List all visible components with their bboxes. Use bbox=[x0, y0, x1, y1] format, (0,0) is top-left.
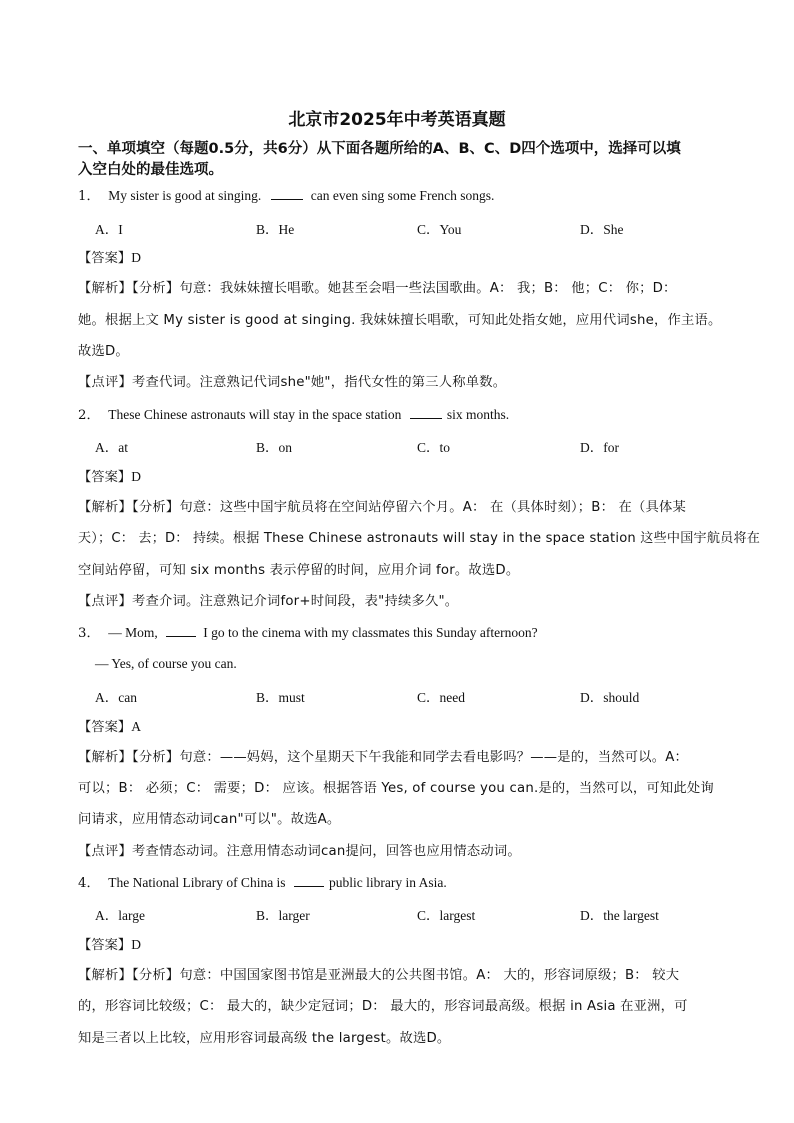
analysis-line-3: 问请求，应用情态动词can"可以"。故选A。 bbox=[78, 812, 341, 827]
analysis-tag: 【解析】【分析】 bbox=[78, 750, 180, 765]
analysis-line-1 bbox=[78, 748, 688, 768]
answer-tag: 【答案】 bbox=[78, 720, 132, 735]
option-c: C．need bbox=[417, 690, 465, 705]
option-a: A．large bbox=[95, 908, 145, 923]
question-stem-part-2: can even sing some French songs. bbox=[310, 188, 495, 203]
question-stem-part-2: I go to the cinema with my classmates this Sunday afternoon? bbox=[203, 625, 538, 640]
answer-line bbox=[78, 248, 141, 269]
answer-tag: 【答案】 bbox=[78, 470, 132, 485]
analysis-line-2: 她。根据上文 My sister is good at singing. 我妹妹擅长唱歌，可知此处指女她，应用代词she，作主语。 bbox=[78, 313, 722, 328]
analysis-tag: 【解析】【分析】 bbox=[78, 500, 180, 515]
comment-text: 考查代词。注意熟记代词she"她"，指代女性的第三人称单数。 bbox=[132, 375, 507, 390]
option-d: D．She bbox=[580, 222, 624, 237]
option-c: C．You bbox=[417, 222, 462, 237]
answer-line bbox=[78, 467, 141, 488]
question-stem-part-1: The National Library of China is bbox=[108, 875, 286, 890]
option-b: B．must bbox=[256, 690, 305, 705]
comment-tag: 【点评】 bbox=[78, 375, 132, 390]
answer-line bbox=[78, 935, 141, 956]
question-1 bbox=[78, 186, 494, 207]
section-heading bbox=[78, 139, 758, 181]
option-d: D．should bbox=[580, 690, 640, 705]
answer-tag: 【答案】 bbox=[78, 938, 132, 953]
answer-value: D bbox=[131, 937, 141, 952]
question-stem-part-2: public library in Asia. bbox=[329, 875, 447, 890]
question-number: 3． bbox=[78, 626, 100, 641]
analysis-text: 句意：中国国家图书馆是亚洲最大的公共图书馆。A： 大的，形容词原级；B： 较大 bbox=[179, 968, 680, 983]
option-b: B．He bbox=[256, 222, 295, 237]
analysis-tag: 【解析】【分析】 bbox=[78, 968, 180, 983]
option-b: B．larger bbox=[256, 908, 310, 923]
option-a: A．at bbox=[95, 440, 128, 455]
analysis-line-2: 天）；C： 去；D： 持续。根据 These Chinese astronauts will stay in the space station 这些中国宇航员将在 bbox=[78, 531, 761, 546]
comment-text: 考查情态动词。注意用情态动词can提问，回答也应用情态动词。 bbox=[132, 844, 521, 859]
analysis-text: 句意：我妹妹擅长唱歌。她甚至会唱一些法国歌曲。A： 我；B： 他；C： 你；D： bbox=[179, 281, 677, 296]
comment-line bbox=[78, 842, 521, 862]
question-number: 4． bbox=[78, 876, 100, 891]
question-stem-part-1: My sister is good at singing. bbox=[108, 188, 262, 203]
answer-blank bbox=[294, 874, 324, 887]
analysis-text: 句意：这些中国宇航员将在空间站停留六个月。A： 在（具体时刻）；B： 在（具体某 bbox=[179, 500, 687, 515]
question-stem-part-2: six months. bbox=[446, 407, 510, 422]
question-number: 2． bbox=[78, 408, 100, 423]
question-stem-part-1: These Chinese astronauts will stay in the space station bbox=[108, 407, 402, 422]
reply-text: — Yes, of course you can. bbox=[95, 656, 237, 671]
analysis-text: 句意：——妈妈，这个星期天下午我能和同学去看电影吗？——是的，当然可以。A： bbox=[179, 750, 689, 765]
answer-line bbox=[78, 717, 141, 738]
comment-line bbox=[78, 373, 506, 393]
answer-tag: 【答案】 bbox=[78, 251, 132, 266]
question-4 bbox=[78, 873, 447, 894]
option-d: D．for bbox=[580, 440, 619, 455]
option-c: C．largest bbox=[417, 908, 476, 923]
option-a: A．I bbox=[95, 222, 123, 237]
question-2 bbox=[78, 405, 509, 426]
option-a: A．can bbox=[95, 690, 137, 705]
question-3 bbox=[78, 623, 538, 644]
question-stem-part-1: — Mom, bbox=[108, 625, 158, 640]
answer-value: D bbox=[131, 250, 141, 265]
analysis-line-2: 可以；B： 必须；C： 需要；D： 应该。根据答语 Yes, of course you can.是的，当然可以，可知此处询 bbox=[78, 781, 714, 796]
analysis-line-1 bbox=[78, 279, 677, 299]
analysis-line-3: 空间站停留，可知 six months 表示停留的时间，应用介词 for。故选D。 bbox=[78, 563, 520, 578]
analysis-line-2: 的，形容词比较级；C： 最大的，缺少定冠词；D： 最大的，形容词最高级。根据 in Asia 在亚洲，可 bbox=[78, 999, 688, 1014]
section-heading-line-2: 入空白处的最佳选项。 bbox=[78, 162, 223, 178]
answer-value: A bbox=[131, 719, 141, 734]
comment-line bbox=[78, 592, 458, 612]
analysis-line-1 bbox=[78, 498, 686, 518]
analysis-tag: 【解析】【分析】 bbox=[78, 281, 180, 296]
analysis-line-3: 知是三者以上比较，应用形容词最高级 the largest。故选D。 bbox=[78, 1031, 451, 1046]
option-b: B．on bbox=[256, 440, 293, 455]
question-3-reply bbox=[95, 654, 237, 675]
page-title: 北京市2025年中考英语真题 bbox=[288, 110, 506, 130]
option-c: C．to bbox=[417, 440, 451, 455]
question-number: 1． bbox=[78, 189, 100, 204]
answer-value: D bbox=[131, 469, 141, 484]
comment-tag: 【点评】 bbox=[78, 844, 132, 859]
analysis-line-3: 故选D。 bbox=[78, 344, 129, 359]
option-d: D．the largest bbox=[580, 908, 659, 923]
answer-blank bbox=[271, 187, 303, 200]
comment-text: 考查介词。注意熟记介词for+时间段，表"持续多久"。 bbox=[132, 594, 459, 609]
section-heading-line-1: 一、单项填空（每题0.5分，共6分）从下面各题所给的A、B、C、D四个选项中，选择可以填 bbox=[78, 141, 681, 157]
answer-blank bbox=[410, 406, 442, 419]
analysis-line-1 bbox=[78, 966, 679, 986]
answer-blank bbox=[166, 624, 196, 637]
comment-tag: 【点评】 bbox=[78, 594, 132, 609]
